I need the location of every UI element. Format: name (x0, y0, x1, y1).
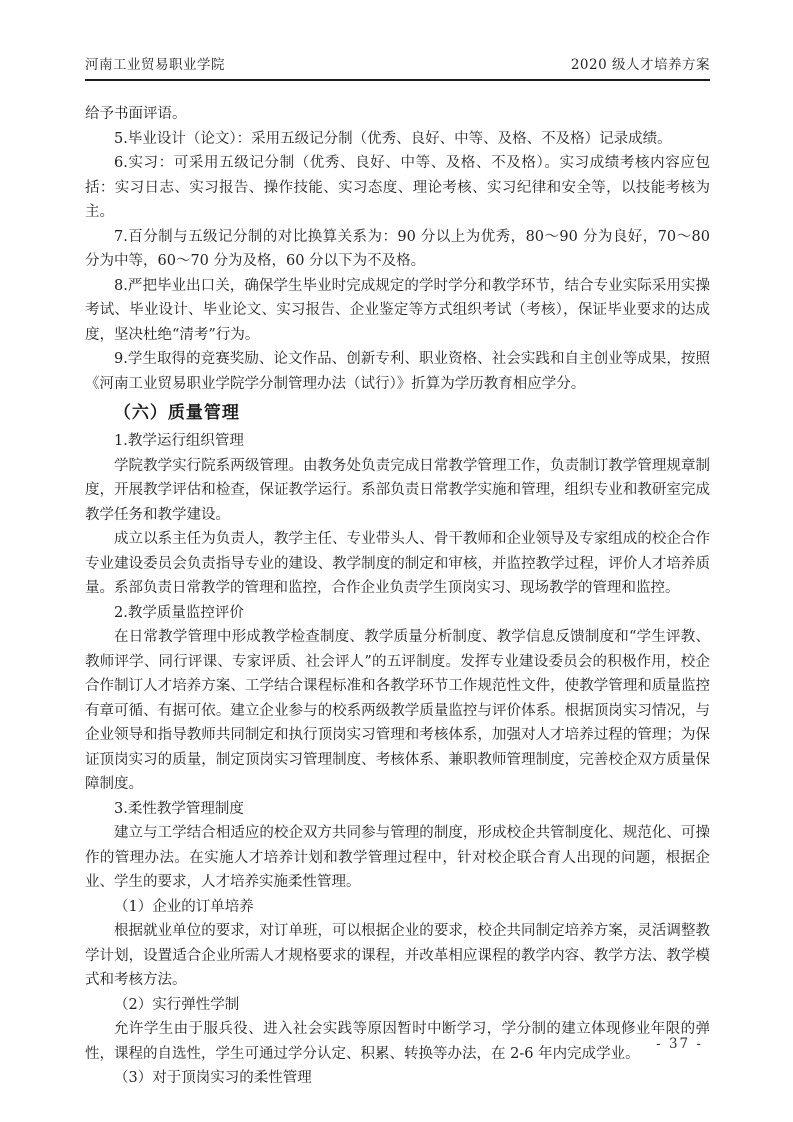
paragraph: （3）对于顶岗实习的柔性管理 (114, 1070, 312, 1086)
document-body (85, 102, 710, 1091)
header-doc-title: 2020 级人才培养方案 (570, 57, 710, 73)
paragraph: 成立以系主任为负责人，教学主任、专业带头人、骨干教师和企业领导及专家组成的校企合作专业建设委员会负责指导专业的建设、教学制度的制定和审核，并监控教学过程，评价人才培养质量。系部负责日常教学的管理和监控，合作企业负责学生顶岗实习、现场教学的管理和监控。 (85, 531, 710, 596)
paragraph: 2.教学质量监控评价 (114, 604, 244, 621)
page-number: - 37 - (656, 1036, 703, 1052)
paragraph: 1.教学运行组织管理 (114, 433, 244, 449)
paragraph: 5.毕业设计（论文）：采用五级记分制（优秀、良好、中等、及格、不及格）记录成绩。 (114, 130, 672, 147)
paragraph: 学院教学实行院系两级管理。由教务处负责完成日常教学管理工作，负责制订教学管理规章制度，开展教学评估和检查，保证教学运行。系部负责日常教学实施和管理，组织专业和教研室完成教学任务和教学建设。 (85, 457, 710, 523)
section-heading: （六）质量管理 (113, 403, 240, 423)
paragraph: 8.严把毕业出口关，确保学生毕业时完成规定的学时学分和教学环节，结合专业实际采用实操考试、毕业设计、毕业论文、实习报告、企业鉴定等方式组织考试（考核），保证毕业要求的达成度，坚决杜绝“清考”行为。 (85, 277, 710, 343)
paragraph: （2）实行弹性学制 (114, 996, 240, 1013)
header-school-name: 河南工业贸易职业学院 (85, 57, 225, 73)
paragraph: 6.实习：可采用五级记分制（优秀、良好、中等、及格、不及格）。实习成绩考核内容应包括：实习日志、实习报告、操作技能、实习态度、理论考核、实习纪律和安全等，以技能考核为主。 (85, 155, 710, 220)
paragraph: 给予书面评语。 (85, 106, 187, 122)
paragraph: 根据就业单位的要求，对订单班，可以根据企业的要求，校企共同制定培养方案，灵活调整教学计划，设置适合企业所需人才规格要求的课程，并改革相应课程的教学内容、教学方法、教学模式和考核方法。 (85, 923, 710, 988)
paragraph: 7.百分制与五级记分制的对比换算关系为：90 分以上为优秀，80～90 分为良好，70～80 分为中等，60～70 分为及格，60 分以下为不及格。 (85, 228, 710, 269)
page-header (85, 57, 710, 81)
paragraph: 允许学生由于服兵役、进入社会实践等原因暂时中断学习，学分制的建立体现修业年限的弹性，课程的自选性，学生可通过学分认定、积累、转换等办法，在 2-6 年内完成学业。 (85, 1021, 710, 1062)
paragraph: （1）企业的订单培养 (114, 898, 254, 915)
paragraph: 9.学生取得的竞赛奖励、论文作品、创新专利、职业资格、社会实践和自主创业等成果，按照《河南工业贸易职业学院学分制管理办法（试行）》折算为学历教育相应学分。 (85, 351, 710, 392)
paragraph: 3.柔性教学管理制度 (114, 800, 244, 817)
paragraph: 在日常教学管理中形成教学检查制度、教学质量分析制度、教学信息反馈制度和“学生评教、教师评学、同行评课、专家评质、社会评人”的五评制度。发挥专业建设委员会的积极作用，校企合作制订人才培养方案、工学结合课程标准和各教学环节工作规范性文件，使教学管理和质量监控有章可循、有据可依。建立企业参与的校系两级教学质量监控与评价体系。根据顶岗实习情况，与企业领导和指导教师共同制定和执行顶岗实习管理和考核体系，加强对人才培养过程的管理；为保证顶岗实习的质量，制定顶岗实习管理制度、考核体系、兼职教师管理制度，完善校企双方质量保障制度。 (85, 629, 710, 792)
paragraph: 建立与工学结合相适应的校企双方共同参与管理的制度，形成校企共管制度化、规范化、可操作的管理办法。在实施人才培养计划和教学管理过程中，针对校企联合育人出现的问题，根据企业、学生的要求，人才培养实施柔性管理。 (85, 825, 710, 890)
